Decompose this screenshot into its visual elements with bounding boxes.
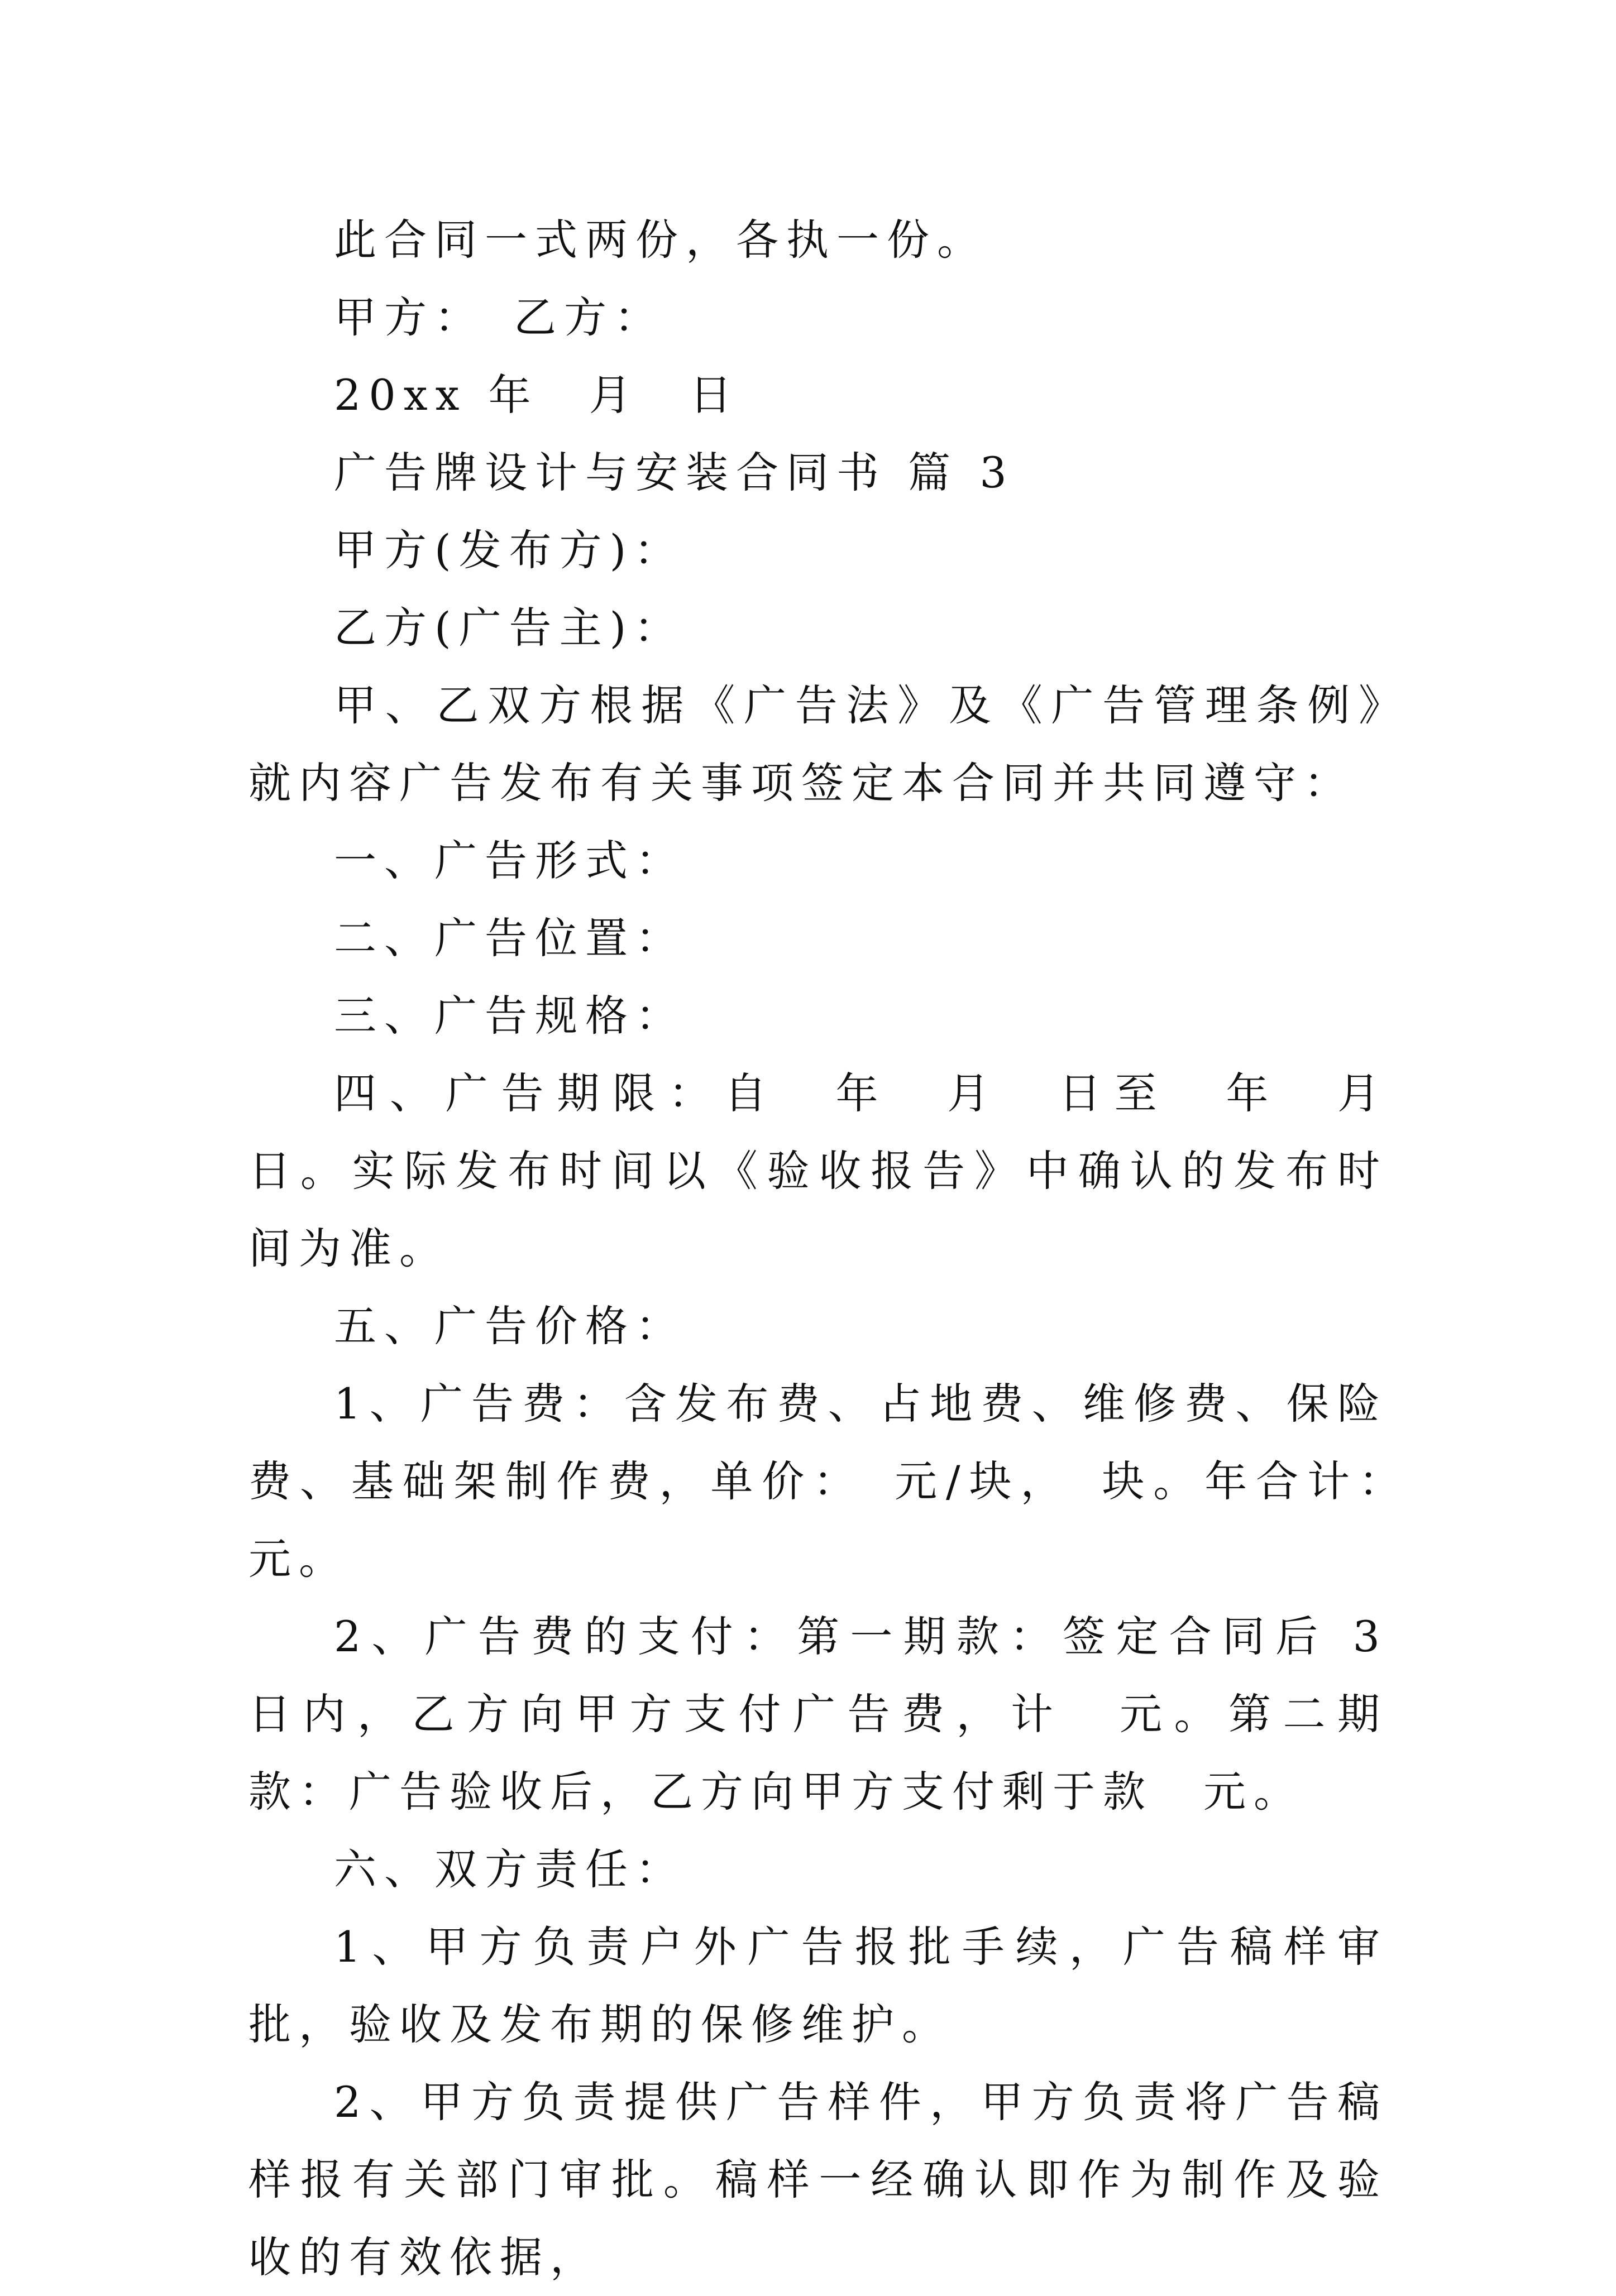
clause-responsibility-1: 1、甲方负责户外广告报批手续，广告稿样审批，验收及发布期的保修维护。 — [248, 1922, 1388, 2049]
document-body — [248, 201, 1438, 2296]
section-title: 广告牌设计与安装合同书 篇 3 — [334, 448, 1015, 497]
paragraph-party-b: 乙方(广告主)： — [334, 603, 685, 653]
clause-ad-form: 一、广告形式： — [334, 836, 686, 885]
paragraph-date: 20xx 年 月 日 — [334, 370, 740, 420]
paragraph-preamble: 甲、乙双方根据《广告法》及《广告管理条例》就内容广告发布有关事项签定本合同并共同遵守： — [248, 680, 1388, 808]
clause-responsibilities: 六、双方责任： — [334, 1844, 686, 1894]
clause-ad-period: 四、广告期限：自 年 月 日至 年 月 日。实际发布时间以《验收报告》中确认的发布时间为准。 — [248, 1068, 1438, 1273]
paragraph-signatures: 甲方： 乙方： — [334, 293, 664, 342]
clause-price-payment: 2、广告费的支付：第一期款：签定合同后 3 日内，乙方向甲方支付广告费，计 元。第二期款：广告验收后，乙方向甲方支付剩于款 元。 — [248, 1612, 1388, 1816]
paragraph-party-a: 甲方(发布方)： — [334, 525, 685, 575]
clause-responsibility-2: 2、甲方负责提供广告样件，甲方负责将广告稿样报有关部门审批。稿样一经确认即作为制作及验收的有效依据， — [248, 2077, 1388, 2282]
clause-ad-location: 二、广告位置： — [334, 913, 686, 963]
clause-ad-price: 五、广告价格： — [334, 1301, 686, 1351]
paragraph-copies: 此合同一式两份，各执一份。 — [334, 215, 987, 265]
clause-price-fee: 1、广告费：含发布费、占地费、维修费、保险费、基础架制作费，单价： 元/块， 块。年合计： 元。 — [248, 1379, 1438, 1584]
clause-ad-spec: 三、广告规格： — [334, 991, 686, 1041]
